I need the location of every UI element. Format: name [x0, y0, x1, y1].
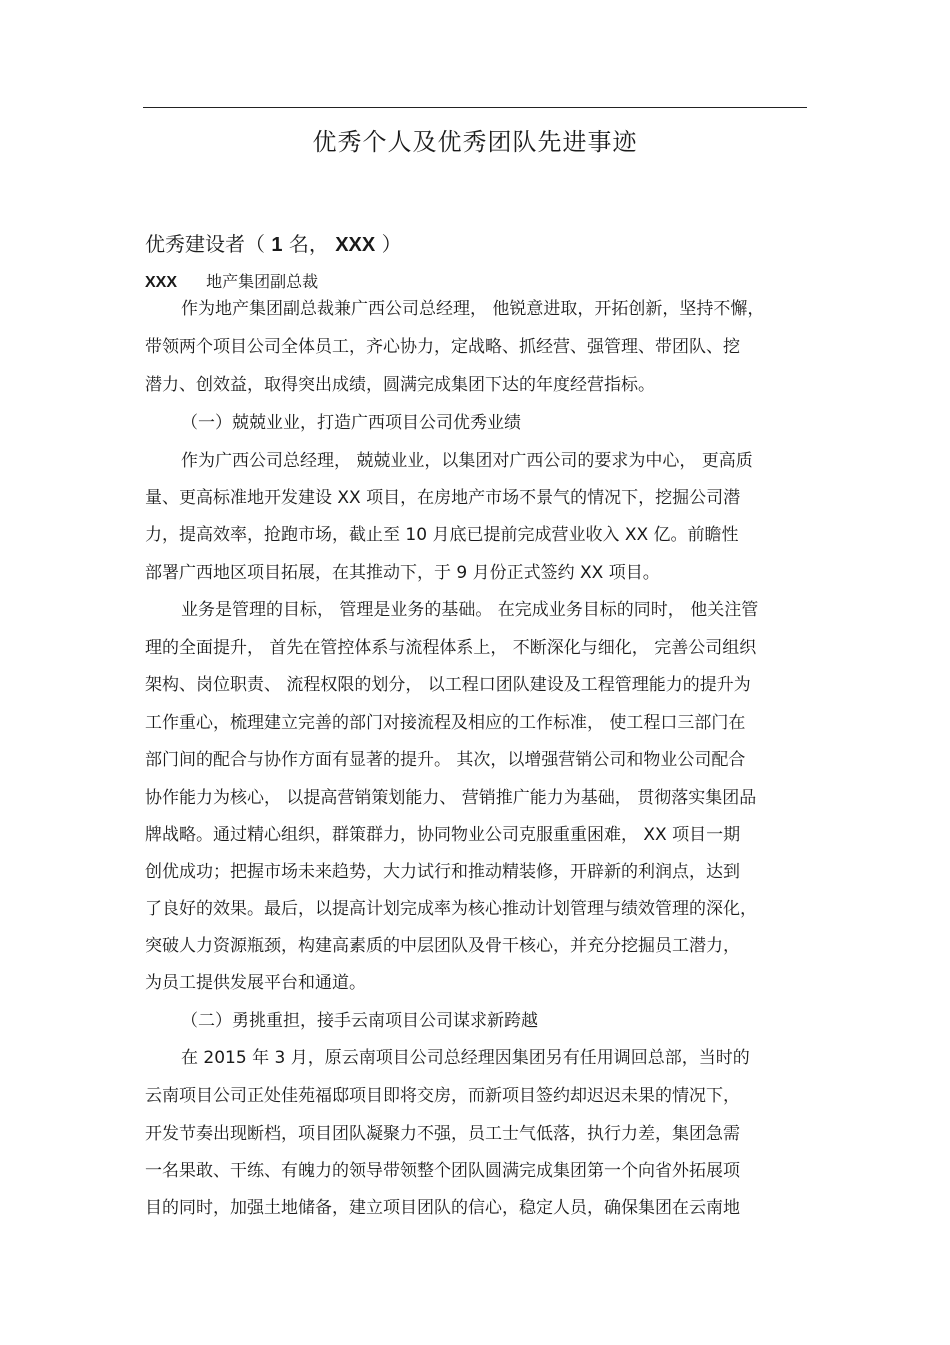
paragraph-line: 作为广西公司总经理， 兢兢业业，以集团对广西公司的要求为中心， 更高质 — [181, 451, 753, 471]
paragraph-line: 目的同时，加强土地储备，建立项目团队的信心，稳定人员，确保集团在云南地 — [145, 1198, 740, 1218]
paragraph-line: 一名果敢、干练、有魄力的领导带领整个团队圆满完成集团第一个向省外拓展项 — [145, 1161, 740, 1181]
section-heading-count-suffix: 名， — [288, 232, 329, 256]
paragraph-line: 创优成功；把握市场未来趋势，大力试行和推动精装修，开辟新的利润点，达到 — [145, 862, 740, 882]
paragraph-line: 业务是管理的目标， 管理是业务的基础。 在完成业务目标的同时， 他关注管 — [181, 600, 759, 620]
paragraph-line: 带领两个项目公司全体员工，齐心协力，定战略、抓经营、强管理、带团队、挖 — [145, 337, 740, 357]
paragraph-line: 在 2015 年 3 月，原云南项目公司总经理因集团另有任用调回总部，当时的 — [181, 1048, 750, 1068]
paragraph-line: 作为地产集团副总裁兼广西公司总经理， 他锐意进取，开拓创新，坚持不懈， — [181, 299, 765, 319]
header-rule — [143, 107, 807, 108]
subsection-heading: （二）勇挑重担，接手云南项目公司谋求新跨越 — [181, 1011, 538, 1031]
paragraph-line: 了良好的效果。最后，以提高计划完成率为核心推动计划管理与绩效管理的深化， — [145, 899, 757, 919]
paragraph-line: 架构、岗位职责、 流程权限的划分， 以工程口团队建设及工程管理能力的提升为 — [145, 675, 751, 695]
paragraph-line: 为员工提供发展平台和通道。 — [145, 973, 366, 993]
paragraph-line: 力，提高效率，抢跑市场，截止至 10 月底已提前完成营业收入 XX 亿。前瞻性 — [145, 525, 739, 545]
section-heading-name: XXX — [335, 234, 376, 256]
paragraph-line: 工作重心，梳理建立完善的部门对接流程及相应的工作标准， 使工程口三部门在 — [145, 713, 746, 733]
paragraph-line: 潜力、创效益，取得突出成绩，圆满完成集团下达的年度经营指标。 — [145, 375, 655, 395]
paragraph-line: 牌战略。通过精心组织，群策群力，协同物业公司克服重重困难， XX 项目一期 — [145, 825, 741, 845]
paragraph-line: 理的全面提升， 首先在管控体系与流程体系上， 不断深化与细化， 完善公司组织 — [145, 638, 757, 658]
person-line — [145, 269, 318, 292]
paragraph-line: 量、更高标准地开发建设 XX 项目，在房地产市场不景气的情况下，挖掘公司潜 — [145, 488, 741, 508]
paragraph-line: 突破人力资源瓶颈，构建高素质的中层团队及骨干核心，并充分挖掘员工潜力， — [145, 936, 740, 956]
section-heading-label: 优秀建设者（ — [145, 232, 265, 256]
paragraph-line: 云南项目公司正处佳苑福邸项目即将交房，而新项目签约却迟迟未果的情况下， — [145, 1086, 740, 1106]
page-title: 优秀个人及优秀团队先进事迹 — [312, 128, 638, 156]
paragraph-line: 协作能力为核心， 以提高营销策划能力、 营销推广能力为基础， 贯彻落实集团品 — [145, 788, 757, 808]
section-heading-count: 1 — [271, 234, 283, 256]
person-role: 地产集团副总裁 — [206, 272, 319, 291]
paragraph-line: 部署广西地区项目拓展，在其推动下，于 9 月份正式签约 XX 项目。 — [145, 563, 660, 583]
paragraph-line: 部门间的配合与协作方面有显著的提升。 其次，以增强营销公司和物业公司配合 — [145, 750, 746, 770]
subsection-heading: （一）兢兢业业，打造广西项目公司优秀业绩 — [181, 413, 521, 433]
section-heading — [145, 228, 402, 257]
section-heading-close: ） — [381, 232, 402, 256]
person-name: XXX — [145, 274, 178, 291]
paragraph-line: 开发节奏出现断档，项目团队凝聚力不强，员工士气低落，执行力差，集团急需 — [145, 1124, 740, 1144]
